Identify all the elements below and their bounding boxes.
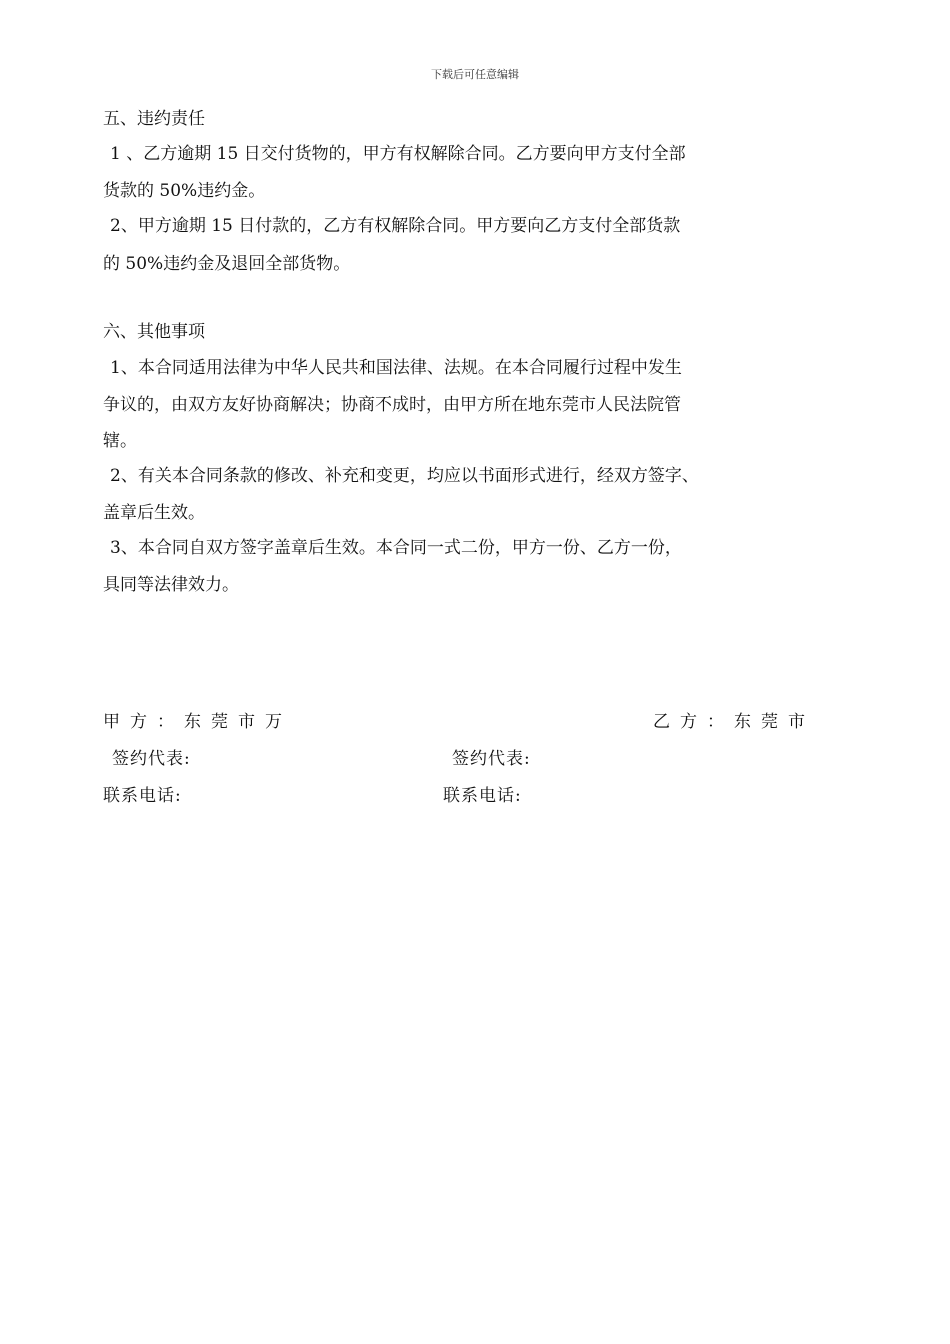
paragraph-line: 2、有关本合同条款的修改、补充和变更，均应以书面形式进行，经双方签字、 — [110, 466, 699, 486]
paragraph-line: 争议的，由双方友好协商解决；协商不成时，由甲方所在地东莞市人民法院管 — [103, 395, 681, 415]
page-header-note: 下载后可任意编辑 — [431, 68, 519, 81]
paragraph-line: 1 、乙方逾期 15 日交付货物的，甲方有权解除合同。乙方要向甲方支付全部 — [110, 144, 686, 164]
party-b-representative-label: 签约代表: — [452, 749, 531, 769]
party-b-phone-label: 联系电话: — [443, 786, 522, 806]
paragraph-line: 货款的 50%违约金。 — [103, 181, 266, 201]
section-title: 五、违约责任 — [103, 109, 205, 129]
paragraph-line: 具同等法律效力。 — [103, 575, 239, 595]
party-a-phone-label: 联系电话: — [103, 786, 182, 806]
paragraph-line: 的 50%违约金及退回全部货物。 — [103, 254, 351, 274]
paragraph-line: 1、本合同适用法律为中华人民共和国法律、法规。在本合同履行过程中发生 — [110, 358, 682, 378]
paragraph-line: 辖。 — [103, 431, 137, 451]
paragraph-line: 3、本合同自双方签字盖章后生效。本合同一式二份，甲方一份、乙方一份， — [110, 538, 682, 558]
paragraph-line: 盖章后生效。 — [103, 503, 205, 523]
party-a-name: 甲方：东莞市万 — [103, 712, 292, 732]
party-b-name: 乙方：东莞市 — [653, 712, 815, 732]
section-title: 六、其他事项 — [103, 322, 205, 342]
party-a-representative-label: 签约代表: — [112, 749, 191, 769]
paragraph-line: 2、甲方逾期 15 日付款的，乙方有权解除合同。甲方要向乙方支付全部货款 — [110, 216, 681, 236]
